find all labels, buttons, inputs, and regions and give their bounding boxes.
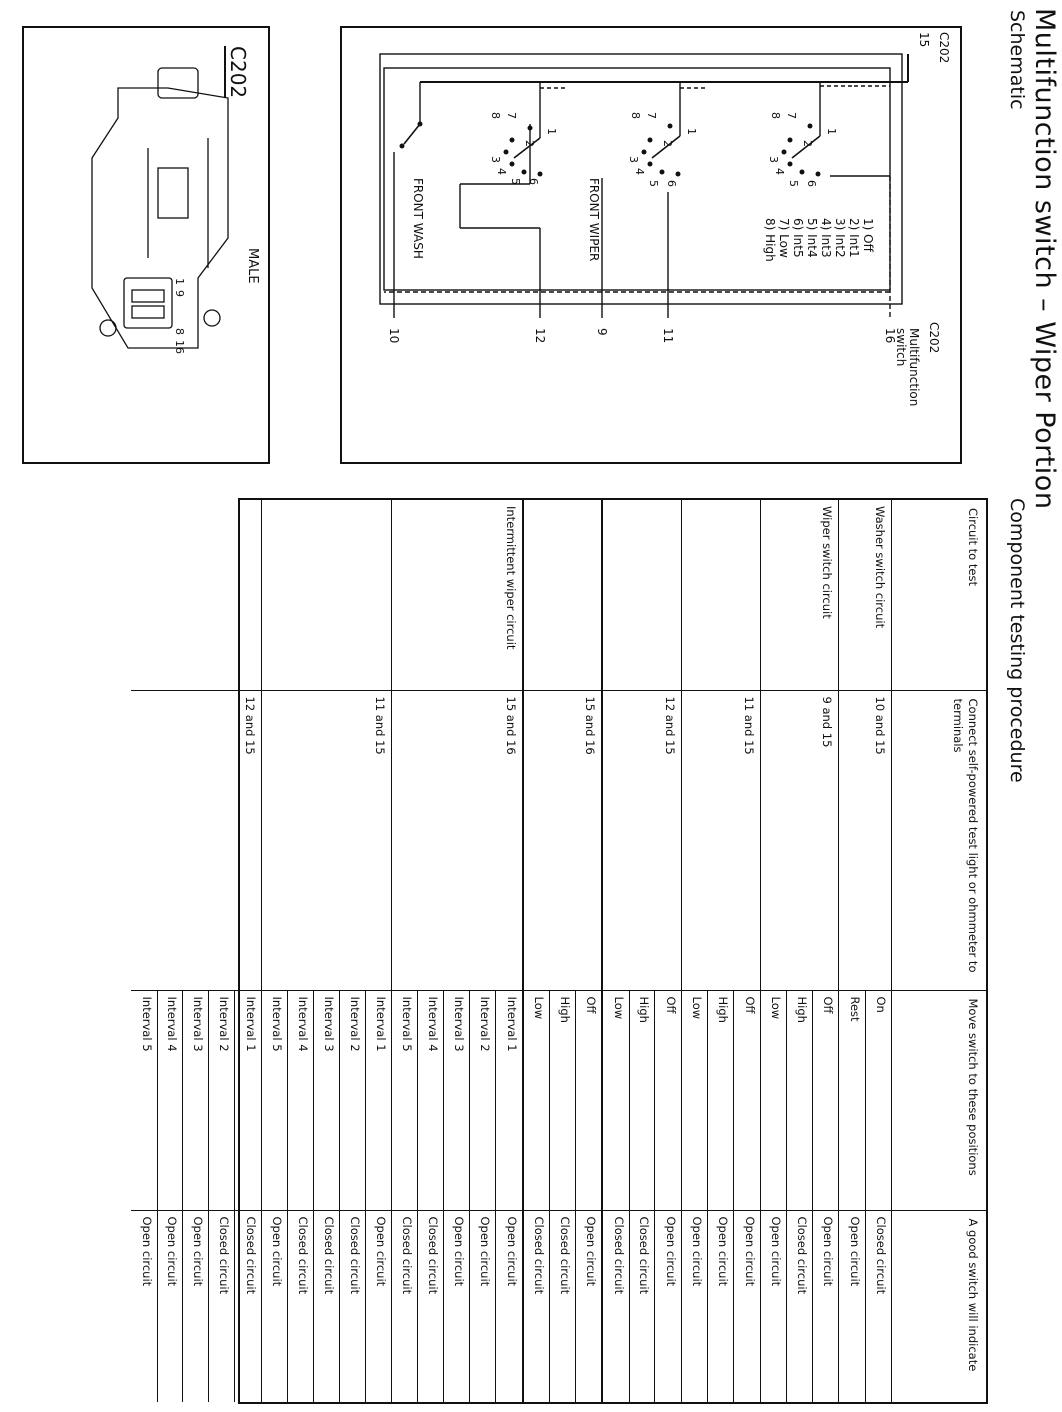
deck1-num-4: 4 — [773, 168, 786, 175]
cell-circuit — [549, 500, 575, 690]
cell-terminals: 10 and 15 — [865, 690, 891, 990]
table-row — [261, 500, 287, 1402]
schematic-heading: Schematic — [1006, 10, 1028, 110]
cell-terminals: 12 and 15 — [655, 690, 681, 990]
legend-1: 1) Off — [861, 218, 875, 252]
cell-position: Low — [523, 990, 550, 1210]
cell-circuit — [734, 500, 760, 690]
header-result: A good switch will indicate — [892, 1210, 987, 1402]
table-row — [812, 500, 838, 1402]
connector-right-label: C202 — [927, 322, 941, 354]
cell-circuit — [313, 500, 339, 690]
table-row — [235, 500, 261, 1402]
legend-5: 5) Int4 — [805, 218, 819, 258]
front-wash-label: FRONT WASH — [411, 178, 425, 259]
pin-16-label: 16 — [883, 328, 897, 344]
deck3-num-2: 2 — [523, 140, 536, 147]
cell-result: Closed circuit — [313, 1210, 339, 1402]
cell-result: Closed circuit — [629, 1210, 655, 1402]
switch-outline — [380, 54, 902, 304]
page-title: Multifunction switch – Wiper Portion — [1029, 8, 1060, 510]
pin-1-label: 1 — [173, 278, 186, 285]
cell-position: Off — [655, 990, 681, 1210]
cell-result: Open circuit — [734, 1210, 760, 1402]
cell-result: Open circuit — [444, 1210, 470, 1402]
cell-position: Interval 5 — [392, 990, 418, 1210]
cell-position: Interval 2 — [470, 990, 496, 1210]
cell-result: Open circuit — [708, 1210, 734, 1402]
cell-result: Open circuit — [131, 1210, 157, 1402]
table-row — [629, 500, 655, 1402]
cell-position: On — [865, 990, 891, 1210]
cell-result: Closed circuit — [786, 1210, 812, 1402]
cell-terminals — [444, 690, 470, 990]
pin-10-label: 10 — [387, 328, 401, 344]
deck3-num-7: 7 — [505, 112, 518, 119]
cell-terminals — [131, 690, 157, 990]
cell-terminals — [392, 690, 418, 990]
cell-position: Off — [734, 990, 760, 1210]
deck2-num-5: 5 — [647, 180, 660, 187]
deck3-num-1: 1 — [545, 128, 558, 135]
cell-circuit — [235, 500, 261, 690]
cell-circuit — [288, 500, 314, 690]
cell-circuit — [470, 500, 496, 690]
table-row — [760, 500, 786, 1402]
cell-position: Interval 1 — [235, 990, 261, 1210]
deck3-num-5: 5 — [509, 178, 522, 185]
cell-terminals — [708, 690, 734, 990]
cell-position: Off — [812, 990, 838, 1210]
cell-position: Interval 1 — [496, 990, 523, 1210]
pin-12-label: 12 — [533, 328, 547, 344]
cell-position: Off — [575, 990, 602, 1210]
cell-terminals — [839, 690, 865, 990]
cell-terminals: 11 and 15 — [365, 690, 391, 990]
cell-position: Interval 4 — [288, 990, 314, 1210]
cell-terminals — [339, 690, 365, 990]
table-row — [470, 500, 496, 1402]
cell-result: Closed circuit — [418, 1210, 444, 1402]
cell-circuit: Intermittent wiper circuit — [496, 500, 523, 690]
cell-result: Closed circuit — [602, 1210, 629, 1402]
plug-housing — [158, 68, 198, 98]
pin-15-label: 15 — [917, 32, 931, 48]
pin-16-connector-label: 16 — [173, 340, 186, 354]
multifunction-switch-label: Multifunction switch — [894, 328, 921, 407]
deck1-num-6: 6 — [805, 180, 818, 187]
deck1-num-3: 3 — [767, 156, 780, 163]
cell-circuit: Washer switch circuit — [873, 506, 887, 629]
legend-4: 4) Int3 — [819, 218, 833, 258]
cell-circuit — [602, 500, 629, 690]
deck3-num-8: 8 — [489, 112, 502, 119]
connector-name: C202 — [226, 46, 250, 99]
legend-6: 6) Int5 — [791, 218, 805, 258]
table-row — [655, 500, 681, 1402]
cell-terminals — [418, 690, 444, 990]
cell-position: Interval 4 — [418, 990, 444, 1210]
cell-position: Low — [681, 990, 707, 1210]
deck1-num-1: 1 — [825, 128, 838, 135]
connector-left-label: C202 — [937, 32, 951, 64]
pin-11-label: 11 — [661, 328, 675, 344]
cell-result: Open circuit — [575, 1210, 602, 1402]
cell-terminals — [602, 690, 629, 990]
cell-result: Open circuit — [760, 1210, 786, 1402]
front-wiper-label: FRONT WIPER — [587, 178, 601, 262]
pin-9-label: 9 — [595, 328, 609, 336]
deck3-num-4: 4 — [495, 168, 508, 175]
cell-circuit — [131, 500, 157, 690]
cell-position: Interval 3 — [313, 990, 339, 1210]
cell-circuit: Wiper switch circuit — [812, 500, 838, 690]
cell-terminals — [157, 690, 183, 990]
cell-terminals — [288, 690, 314, 990]
table-row — [681, 500, 707, 1402]
table-row — [209, 500, 235, 1402]
table-row — [313, 500, 339, 1402]
cell-result: Open circuit — [183, 1210, 209, 1402]
cell-result: Closed circuit — [235, 1210, 261, 1402]
testing-heading: Component testing procedure — [1006, 498, 1028, 783]
cell-position: Low — [760, 990, 786, 1210]
cell-result: Open circuit — [157, 1210, 183, 1402]
cell-terminals — [681, 690, 707, 990]
cell-position: High — [708, 990, 734, 1210]
cell-circuit — [839, 500, 865, 690]
cell-circuit — [575, 500, 602, 690]
cell-position: High — [549, 990, 575, 1210]
cell-terminals — [209, 690, 235, 990]
cell-circuit — [708, 500, 734, 690]
table-row — [865, 500, 891, 1402]
cell-circuit — [365, 500, 391, 690]
table-row — [496, 500, 523, 1402]
cell-position: High — [786, 990, 812, 1210]
legend-8: 8) High — [763, 218, 777, 262]
cell-terminals — [470, 690, 496, 990]
table-row — [288, 500, 314, 1402]
cell-position: High — [629, 990, 655, 1210]
cell-circuit — [261, 500, 287, 690]
table-row — [183, 500, 209, 1402]
cell-position: Rest — [839, 990, 865, 1210]
connector-gender: MALE — [245, 248, 260, 284]
cell-result: Open circuit — [261, 1210, 287, 1402]
cell-result: Closed circuit — [339, 1210, 365, 1402]
deck2-num-6: 6 — [665, 180, 678, 187]
connector-face — [124, 278, 172, 328]
cell-result: Open circuit — [681, 1210, 707, 1402]
cell-circuit — [655, 500, 681, 690]
deck1-num-2: 2 — [801, 140, 814, 147]
header-circuit: Circuit to test — [892, 500, 987, 690]
cell-position: Interval 3 — [444, 990, 470, 1210]
cell-circuit — [444, 500, 470, 690]
table-row — [523, 500, 550, 1402]
cell-result: Closed circuit — [523, 1210, 550, 1402]
testing-table — [139, 498, 988, 1404]
table-row — [131, 500, 157, 1402]
cell-circuit — [157, 500, 183, 690]
cell-result: Open circuit — [470, 1210, 496, 1402]
cell-result: Open circuit — [496, 1210, 523, 1402]
deck3-num-3: 3 — [489, 156, 502, 163]
legend-7: 7) Low — [777, 218, 791, 258]
table-row — [708, 500, 734, 1402]
cell-position: Interval 1 — [365, 990, 391, 1210]
cell-terminals — [760, 690, 786, 990]
header-positions: Move switch to these positions — [892, 990, 987, 1210]
deck2-num-4: 4 — [633, 168, 646, 175]
cell-position: Interval 5 — [131, 990, 157, 1210]
cell-terminals: 15 and 16 — [575, 690, 602, 990]
table-row — [602, 500, 629, 1402]
cell-circuit — [183, 500, 209, 690]
cell-circuit — [392, 500, 418, 690]
deck2-num-8: 8 — [629, 112, 642, 119]
cell-result: Closed circuit — [549, 1210, 575, 1402]
cell-terminals — [629, 690, 655, 990]
deck2-num-2: 2 — [661, 140, 674, 147]
deck2-num-1: 1 — [685, 128, 698, 135]
deck1-num-8: 8 — [769, 112, 782, 119]
deck2-num-7: 7 — [645, 112, 658, 119]
deck2-num-3: 3 — [627, 156, 640, 163]
cell-circuit — [681, 500, 707, 690]
wiper-schematic-diagram — [342, 28, 960, 462]
cell-result: Open circuit — [839, 1210, 865, 1402]
deck1-num-5: 5 — [787, 180, 800, 187]
cell-result: Open circuit — [812, 1210, 838, 1402]
table-row — [575, 500, 602, 1402]
table-row — [339, 500, 365, 1402]
pin-9-connector-label: 9 — [173, 290, 186, 297]
table-row — [157, 500, 183, 1402]
cell-terminals: 11 and 15 — [734, 690, 760, 990]
cell-terminals — [549, 690, 575, 990]
cell-position: Interval 3 — [183, 990, 209, 1210]
pin-8-label: 8 — [173, 328, 186, 335]
cell-circuit — [629, 500, 655, 690]
table-row — [734, 500, 760, 1402]
table-row — [418, 500, 444, 1402]
cell-circuit — [786, 500, 812, 690]
cell-circuit — [523, 500, 550, 690]
table-row — [392, 500, 418, 1402]
cell-terminals: 9 and 15 — [812, 690, 838, 990]
cell-position: Interval 5 — [261, 990, 287, 1210]
legend-2: 2) Int1 — [847, 218, 861, 258]
cell-result: Closed circuit — [392, 1210, 418, 1402]
cell-position: Interval 4 — [157, 990, 183, 1210]
deck3-num-6: 6 — [527, 178, 540, 185]
cell-terminals: 12 and 15 — [235, 690, 261, 990]
cell-terminals — [261, 690, 287, 990]
cell-terminals — [313, 690, 339, 990]
testing-table-body — [131, 500, 891, 1402]
cell-terminals: 15 and 16 — [496, 690, 523, 990]
header-terminals: Connect self-powered test light or ohmmeter to terminals — [892, 690, 987, 990]
cell-result: Open circuit — [655, 1210, 681, 1402]
table-row — [365, 500, 391, 1402]
cell-result: Closed circuit — [288, 1210, 314, 1402]
cell-position: Interval 2 — [209, 990, 235, 1210]
cell-circuit — [418, 500, 444, 690]
legend-list — [763, 218, 875, 262]
cell-circuit — [339, 500, 365, 690]
cell-terminals — [523, 690, 550, 990]
deck1-num-7: 7 — [785, 112, 798, 119]
cell-terminals — [786, 690, 812, 990]
cell-circuit — [209, 500, 235, 690]
cell-position: Low — [602, 990, 629, 1210]
legend-3: 3) Int2 — [833, 218, 847, 258]
cell-result: Closed circuit — [209, 1210, 235, 1402]
table-row — [444, 500, 470, 1402]
connector-view-box — [22, 26, 270, 464]
cell-circuit — [760, 500, 786, 690]
cell-result: Open circuit — [365, 1210, 391, 1402]
cell-position: Interval 2 — [339, 990, 365, 1210]
schematic-box — [340, 26, 962, 464]
cell-result: Closed circuit — [865, 1210, 891, 1402]
cell-terminals — [183, 690, 209, 990]
table-row — [786, 500, 812, 1402]
table-row — [549, 500, 575, 1402]
table-row — [839, 500, 865, 1402]
